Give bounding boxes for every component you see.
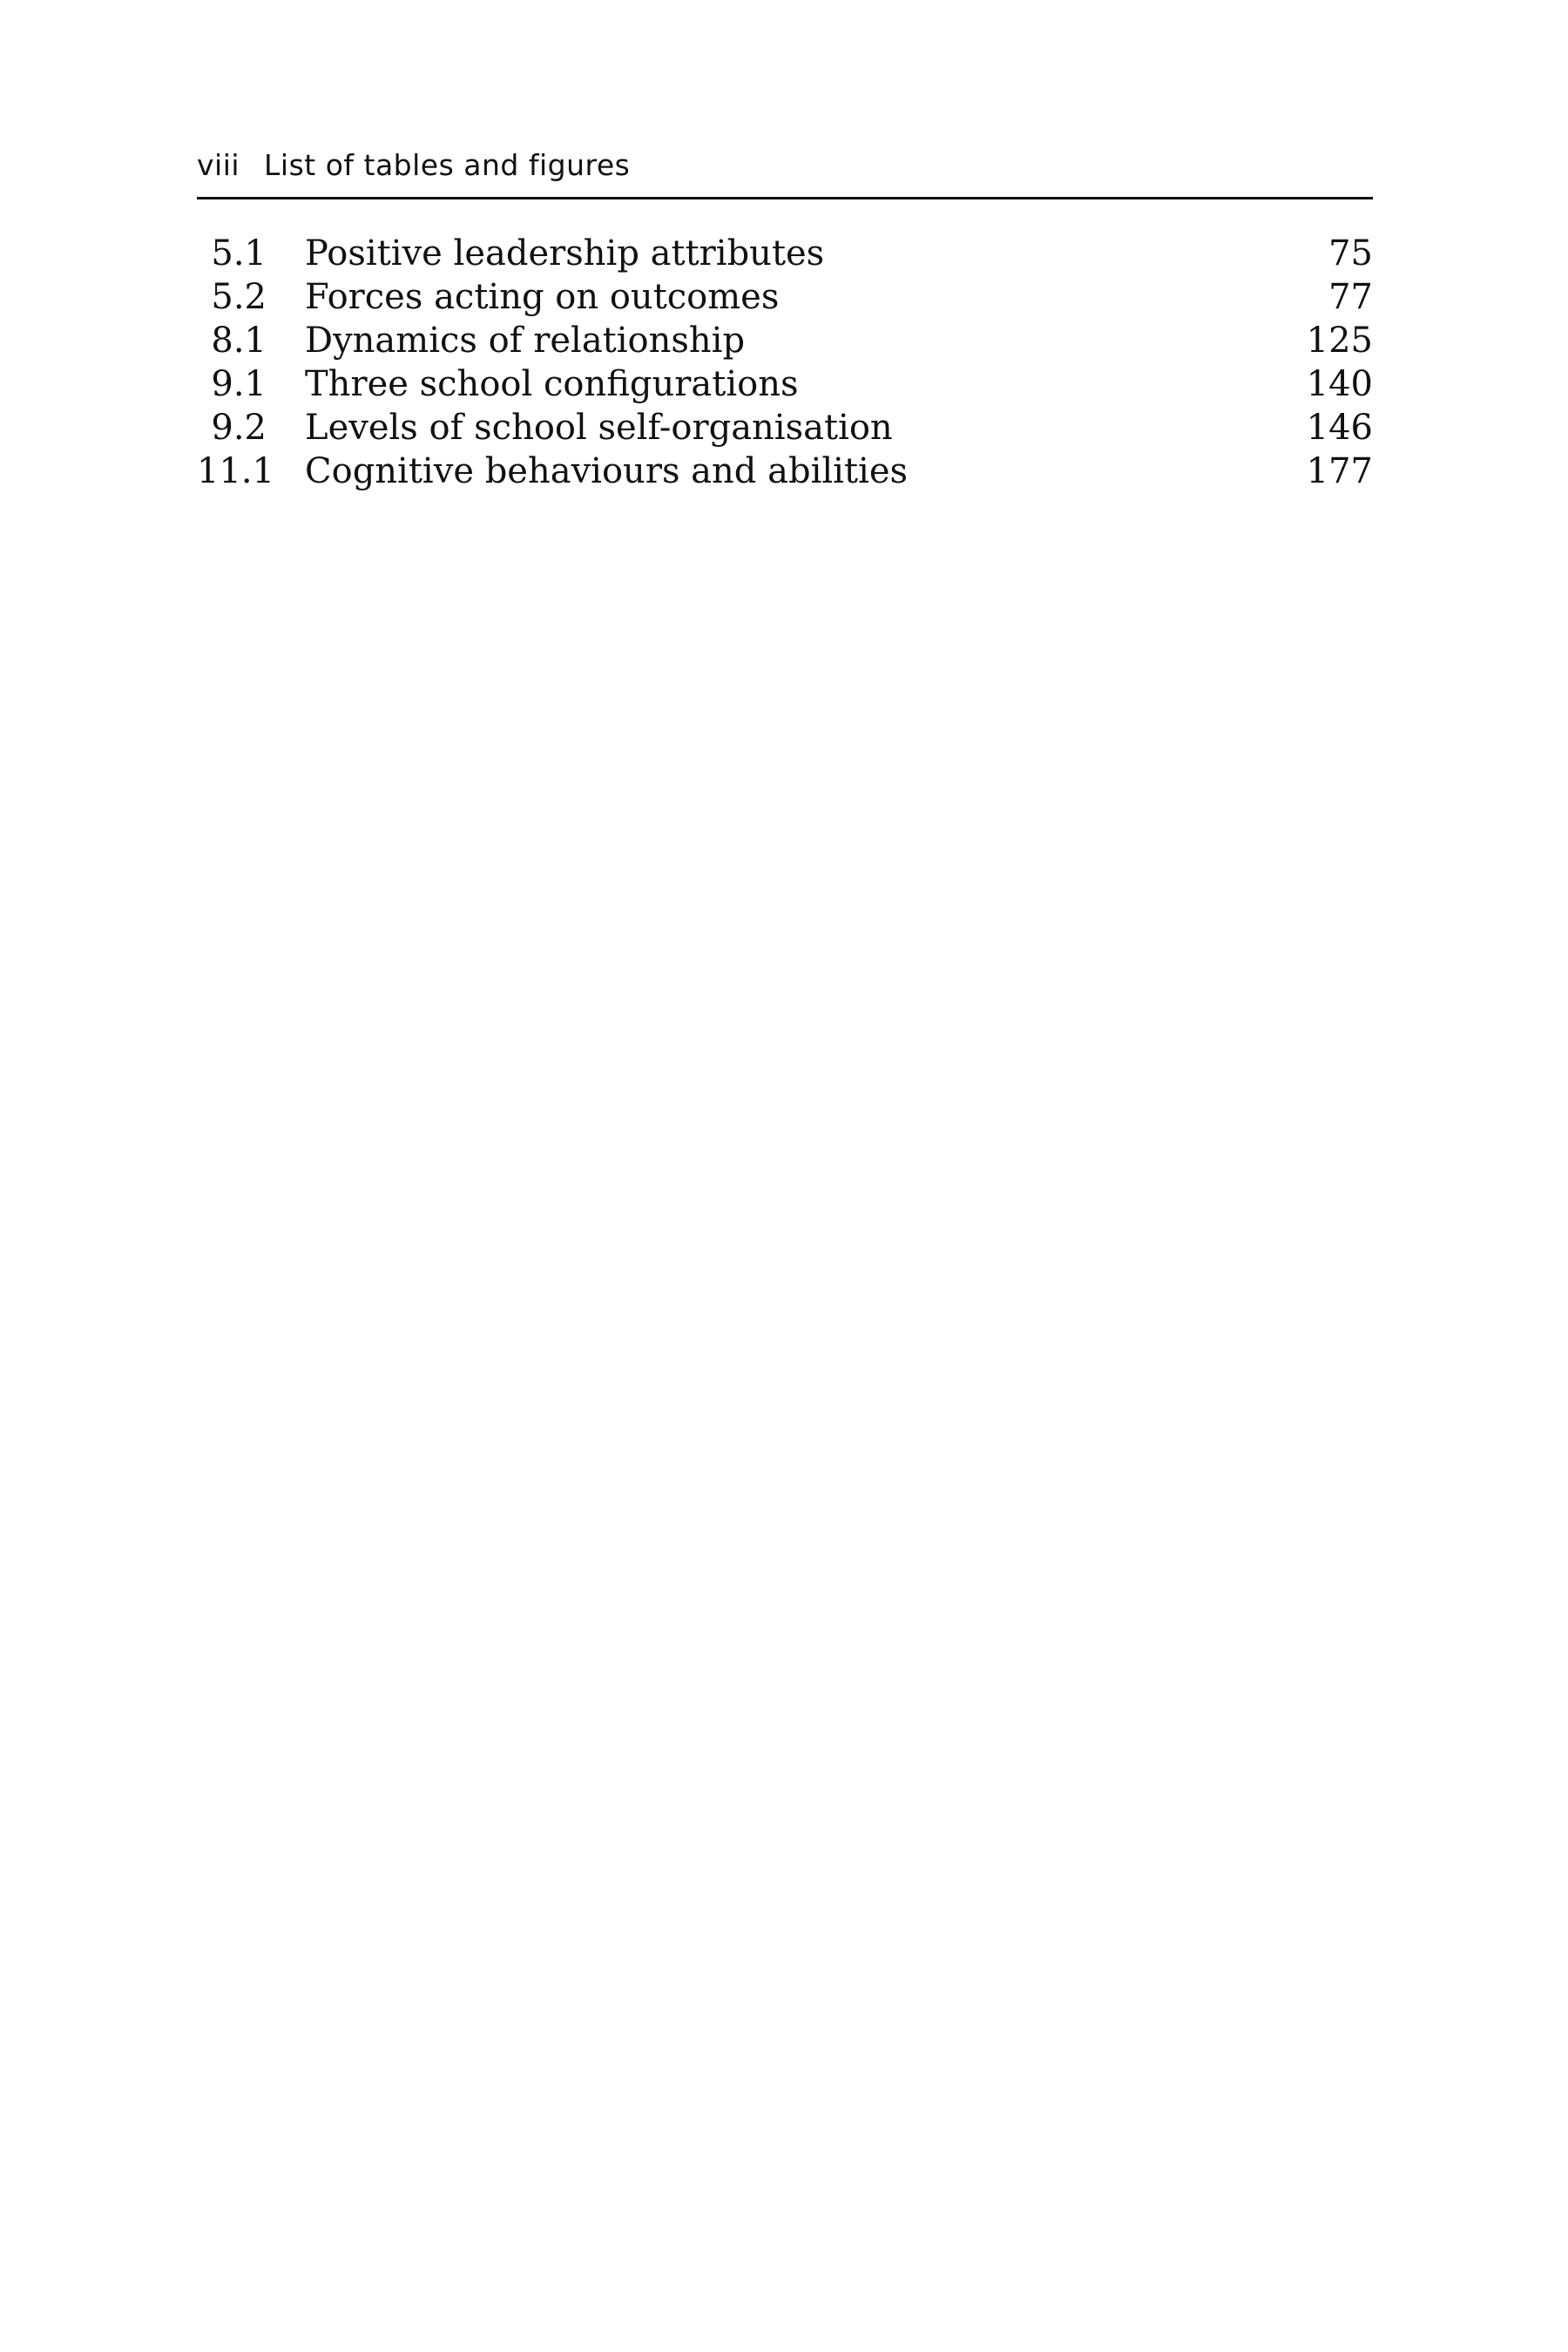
figure-title: Cognitive behaviours and abilities xyxy=(305,451,909,491)
page-number: 140 xyxy=(1306,364,1373,404)
page-number: 177 xyxy=(1306,451,1373,491)
list-entry xyxy=(197,406,1373,449)
list-entry xyxy=(197,319,1373,362)
figure-number: 5.2 xyxy=(211,277,267,317)
list-entry xyxy=(197,275,1373,319)
list-entry xyxy=(197,362,1373,406)
figure-number: 11.1 xyxy=(197,451,275,491)
page-number: 77 xyxy=(1328,277,1373,317)
list-entry xyxy=(197,449,1373,493)
figure-title: Positive leadership attributes xyxy=(305,233,825,274)
page-number: 146 xyxy=(1306,408,1373,448)
page-number: 125 xyxy=(1306,321,1373,361)
figure-title: Three school configurations xyxy=(305,364,799,404)
figure-number: 9.1 xyxy=(211,364,267,404)
page-number: 75 xyxy=(1328,233,1373,274)
figure-title: Dynamics of relationship xyxy=(305,321,746,361)
header-rule xyxy=(197,197,1373,199)
figure-number: 5.1 xyxy=(211,233,267,274)
figure-title: Levels of school self-organisation xyxy=(305,408,893,448)
figure-number: 8.1 xyxy=(211,321,267,361)
running-head xyxy=(197,148,1373,183)
page-folio: viii xyxy=(197,148,240,182)
figure-list xyxy=(197,232,1373,493)
list-entry xyxy=(197,232,1373,275)
figure-number: 9.2 xyxy=(211,408,267,448)
running-head-title: List of tables and figures xyxy=(264,148,631,182)
figure-title: Forces acting on outcomes xyxy=(305,277,780,317)
